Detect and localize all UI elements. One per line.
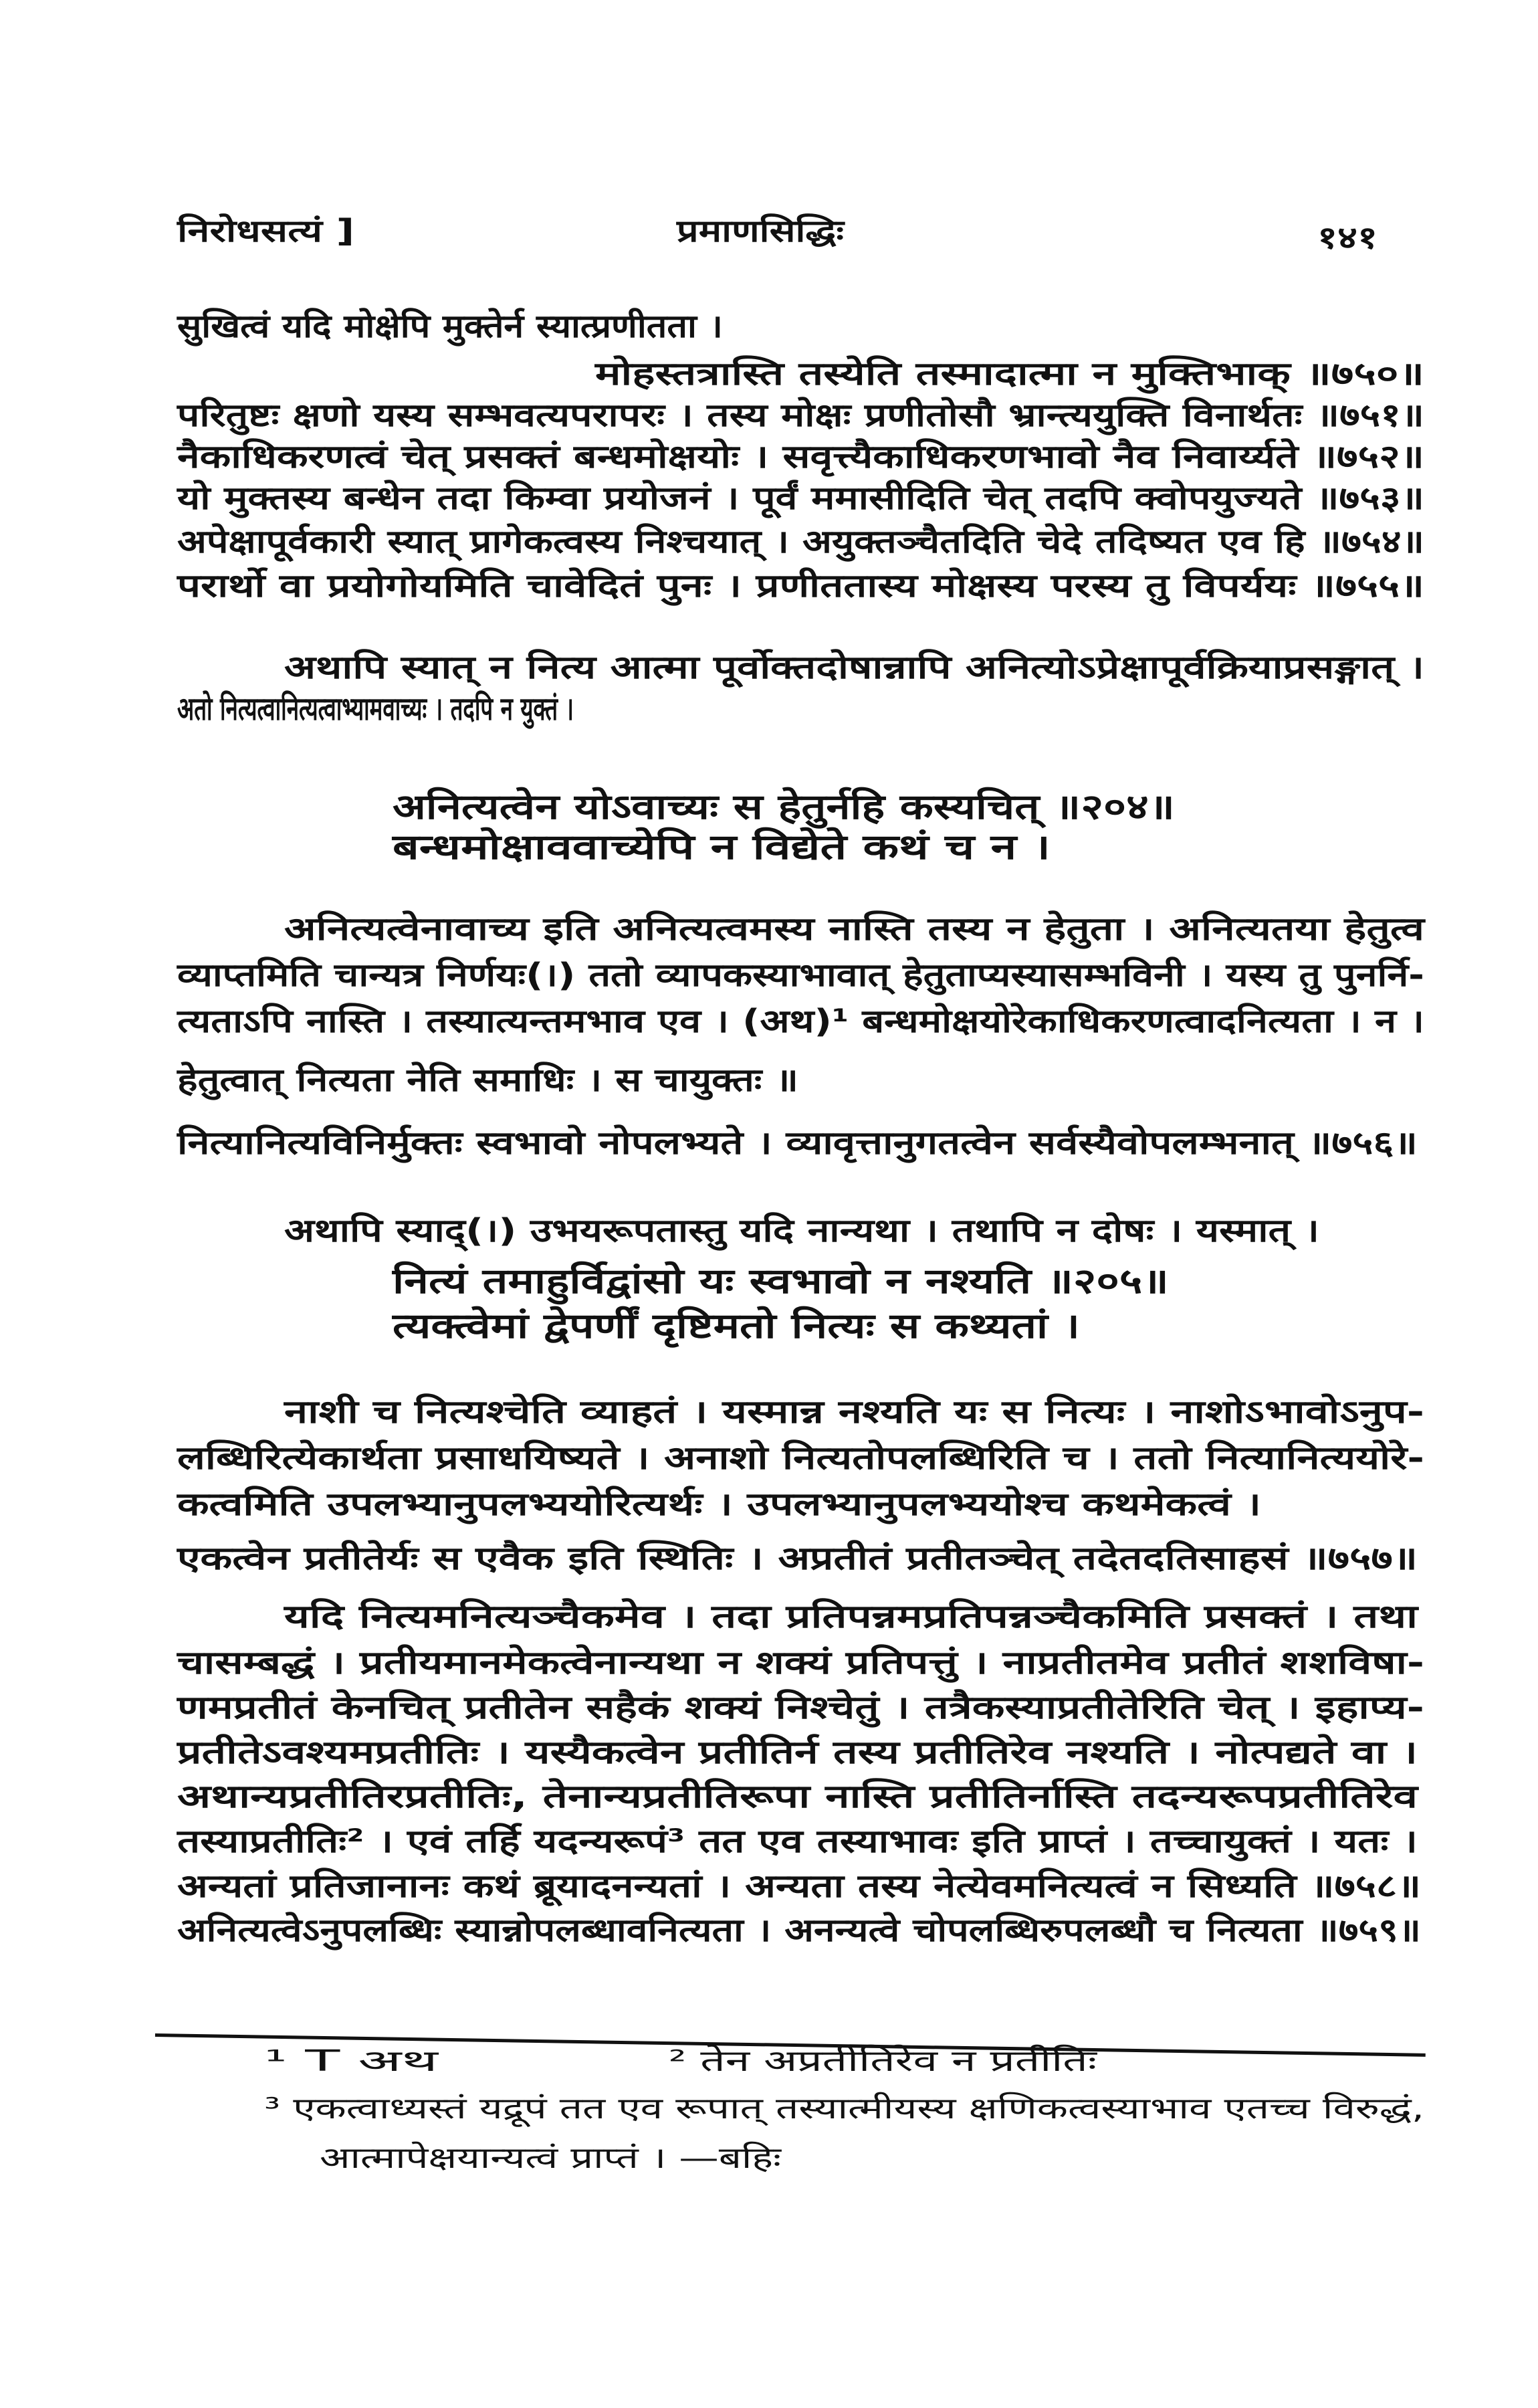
verse-line: नैकाधिकरणत्वं चेत् प्रसक्तं बन्धमोक्षयोः । सवृत्त्यैकाधिकरणभावो नैव निवार्य्यते ॥७५२॥ [177, 438, 1424, 476]
footnote-2: ² तेन अप्रतीतिरेव न प्रतीतिः [669, 2044, 1097, 2078]
verse-line: अनित्यत्वेऽनुपलब्धिः स्यान्नोपलब्धावनित्यता । अनन्यत्वे चोपलब्धिरुपलब्धौ च नित्यता ॥७५९॥ [177, 1912, 1421, 1949]
commentary-line: अथान्यप्रतीतिरप्रतीतिः, तेनान्यप्रतीतिरूपा नास्ति प्रतीतिर्नास्ति तदन्यरूपप्रतीतिरेव [177, 1778, 1418, 1815]
commentary-line: अथापि स्याद्(।) उभयरूपतास्तु यदि नान्यथा । तथापि न दोषः । यस्मात् । [284, 1212, 1319, 1249]
commentary-line: नाशी च नित्यश्चेति व्याहतं । यस्मान्न नश्यति यः स नित्यः । नाशोऽभावोऽनुप- [284, 1393, 1424, 1431]
commentary-line: व्याप्तमिति चान्यत्र निर्णयः(।) ततो व्यापकस्याभावात् हेतुताप्यस्यासम्भविनी । यस्य तु पुनर्नि- [177, 957, 1424, 994]
commentary-line: चासम्बद्धं । प्रतीयमानमेकत्वेनान्यथा न शक्यं प्रतिपत्तुं । नाप्रतीतमेव प्रतीतं शशविषा- [177, 1644, 1424, 1682]
commentary-line: अथापि स्यात् न नित्य आत्मा पूर्वोक्तदोषान्नापि अनित्योऽप्रेक्षापूर्वक्रियाप्रसङ्गात् । [284, 649, 1424, 686]
verse-line: नित्यानित्यविनिर्मुक्तः स्वभावो नोपलभ्यते । व्यावृत्तानुगतत्वेन सर्वस्यैवोपलम्भनात् ॥७५६॥ [177, 1124, 1418, 1162]
karika-line: बन्धमोक्षाववाच्येपि न विद्येते कथं च न । [393, 827, 1051, 868]
verse-line: सुखित्वं यदि मोक्षेपि मुक्तेर्न स्यात्प्रणीतता । [177, 308, 723, 345]
running-head-left: निरोधसत्यं ] [177, 213, 354, 249]
karika-line: त्यक्त्वेमां द्वेपर्णीं दृष्टिमतो नित्यः स कथ्यतां । [393, 1306, 1080, 1346]
karika-line: अनित्यत्वेन योऽवाच्यः स हेतुर्नहि कस्यचित् ॥२०४॥ [393, 787, 1175, 827]
verse-line: मोहस्तत्रास्ति तस्येति तस्मादात्मा न मुक्तिभाक् ॥७५०॥ [595, 355, 1424, 393]
commentary-line: णमप्रतीतं केनचित् प्रतीतेन सहैकं शक्यं निश्चेतुं । तत्रैकस्याप्रतीतेरिति चेत् । इहाप्य- [177, 1689, 1424, 1726]
commentary-line: हेतुत्वात् नित्यता नेति समाधिः । स चायुक्तः ॥ [177, 1062, 798, 1099]
commentary-line: कत्वमिति उपलभ्यानुपलभ्ययोरित्यर्थः । उपलभ्यानुपलभ्ययोश्च कथमेकत्वं । [177, 1486, 1261, 1523]
commentary-line: प्रतीतेऽवश्यमप्रतीतिः । यस्यैकत्वेन प्रतीतिर्न तस्य प्रतीतिरेव नश्यति । नोत्पद्यते वा । [177, 1734, 1418, 1771]
footnote-1: ¹ T अथ [264, 2044, 438, 2078]
commentary-line: लब्धिरित्येकार्थता प्रसाधयिष्यते । अनाशो नित्यतोपलब्धिरिति च । ततो नित्यानित्ययोरे- [177, 1439, 1424, 1477]
footnote-3-continued: आत्मापेक्षयान्यत्वं प्राप्तं । —बहिः [320, 2141, 781, 2175]
commentary-line: यदि नित्यमनित्यञ्चैकमेव । तदा प्रतिपन्नमप्रतिपन्नञ्चैकमिति प्रसक्तं । तथा [284, 1598, 1418, 1635]
verse-line: यो मुक्तस्य बन्धेन तदा किम्वा प्रयोजनं । पूर्वं ममासीदिति चेत् तदपि क्वोपयुज्यते ॥७५३॥ [177, 480, 1424, 517]
verse-line: अपेक्षापूर्वकारी स्यात् प्रागेकत्वस्य निश्चयात् । अयुक्तञ्चैतदिति चेदे तदिष्यत एव हि ॥७५४॥ [177, 523, 1424, 561]
verse-line: अन्यतां प्रतिजानानः कथं ब्रूयादनन्यतां । अन्यता तस्य नेत्येवमनित्यत्वं न सिध्यति ॥७५८॥ [177, 1868, 1421, 1905]
running-head-title: प्रमाणसिद्धिः [677, 213, 844, 249]
commentary-line: अतो नित्यत्वानित्यत्वाभ्यामवाच्यः । तदपि न युक्तं । [177, 690, 574, 728]
commentary-line: त्यताऽपि नास्ति । तस्यात्यन्तमभाव एव । (अथ)¹ बन्धमोक्षयोरेकाधिकरणत्वादनित्यता । न । [177, 1003, 1424, 1040]
verse-line: परितुष्टः क्षणो यस्य सम्भवत्यपरापरः । तस्य मोक्षः प्रणीतोसौ भ्रान्त्ययुक्ति विनार्थतः ॥७५१॥ [177, 397, 1424, 434]
verse-line: एकत्वेन प्रतीतेर्यः स एवैक इति स्थितिः । अप्रतीतं प्रतीतञ्चेत् तदेतदतिसाहसं ॥७५७॥ [177, 1540, 1418, 1577]
commentary-line: तस्याप्रतीतिः² । एवं तर्हि यदन्यरूपं³ तत एव तस्याभावः इति प्राप्तं । तच्चायुक्तं । यतः । [177, 1823, 1418, 1860]
verse-line: परार्थो वा प्रयोगोयमिति चावेदितं पुनः । प्रणीततास्य मोक्षस्य परस्य तु विपर्ययः ॥७५५॥ [177, 567, 1424, 605]
karika-line: नित्यं तमाहुर्विद्वांसो यः स्वभावो न नश्यति ॥२०५॥ [393, 1262, 1169, 1302]
commentary-line: अनित्यत्वेनावाच्य इति अनित्यत्वमस्य नास्ति तस्य न हेतुता । अनित्यतया हेतुत्व [284, 910, 1424, 948]
page-number: १४१ [1317, 219, 1378, 256]
footnote-3: ³ एकत्वाध्यस्तं यद्रूपं तत एव रूपात् तस्यात्मीयस्य क्षणिकत्वस्याभाव एतच्च विरुद्धं, [264, 2092, 1424, 2126]
